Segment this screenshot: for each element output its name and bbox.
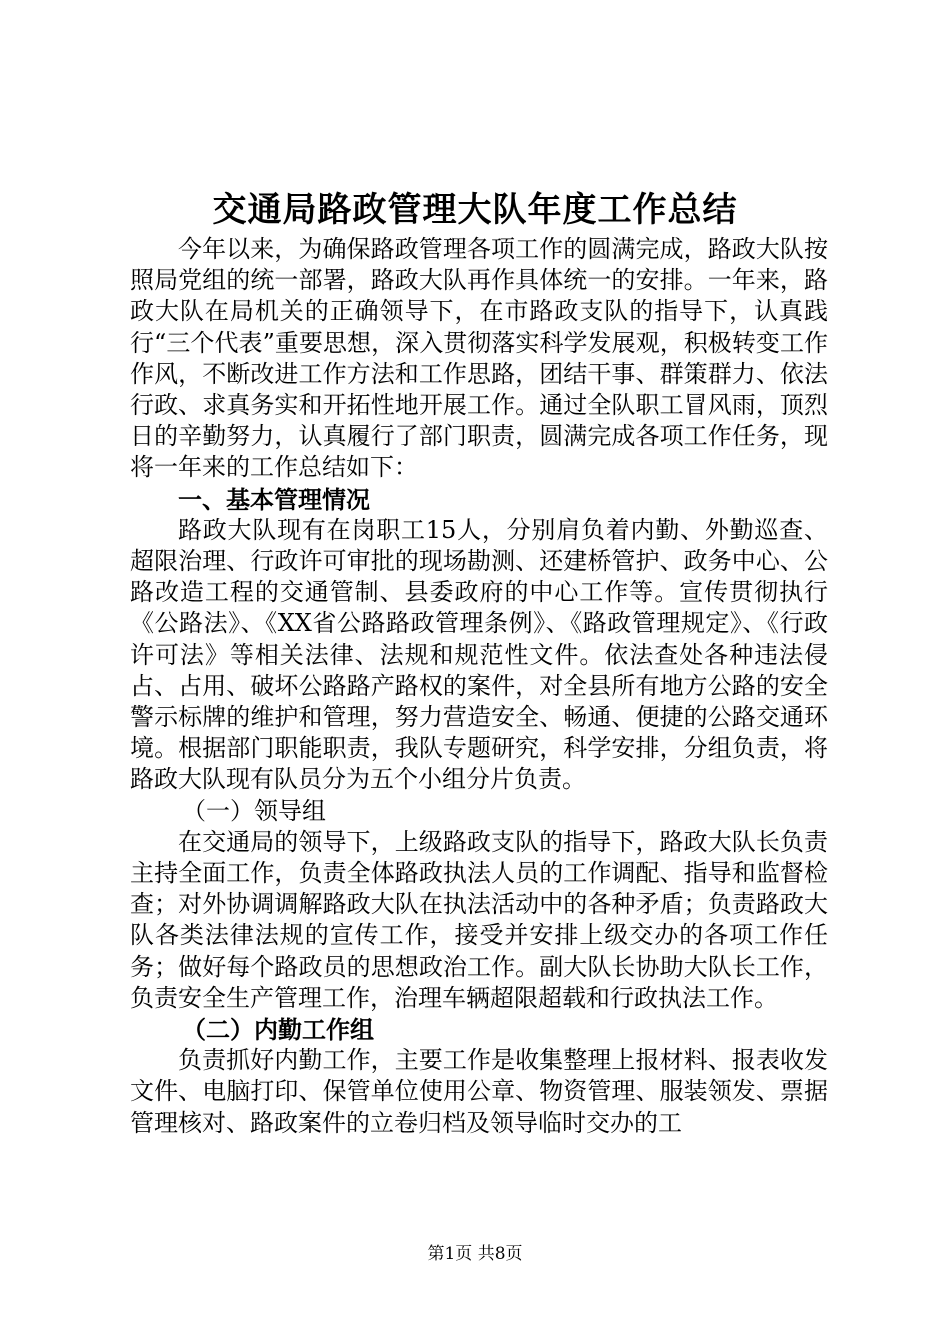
section-paragraph-basic-management: 路政大队现有在岗职工15人，分别肩负着内勤、外勤巡查、超限治理、行政许可审批的现场勘测、还建桥管护、政务中心、公路改造工程的交通管制、县委政府的中心工作等。宣传贯彻执行《公路法》、《XX省公路路政管理条例》、《路政管理规定》、《行政许可法》等相关法律、法规和规范性文件。依法查处各种违法侵占、占用、破坏公路路产路权的案件，对全县所有地方公路的安全警示标牌的维护和管理，努力营造安全、畅通、便捷的公路交通环境。根据部门职能职责，我队专题研究，科学安排，分组负责，将路政大队现有队员分为五个小组分片负责。 [130,515,828,794]
subsection-heading-leadership-group: （一）领导组 [182,796,326,825]
page-footer: 第1页 共8页 [427,1244,523,1264]
subsection-heading-internal-work-group: （二）内勤工作组 [182,1015,374,1045]
section-heading-basic-management: 一、基本管理情况 [178,484,370,514]
document-body [130,234,828,1139]
intro-paragraph: 今年以来，为确保路政管理各项工作的圆满完成，路政大队按照局党组的统一部署，路政大队再作具体统一的安排。一年来，路政大队在局机关的正确领导下，在市路政支队的指导下，认真践行“三个代表”重要思想，深入贯彻落实科学发展观，积极转变工作作风，不断改进工作方法和工作思路，团结干事、群策群力、依法行政、求真务实和开拓性地开展工作。通过全队职工冒风雨，顶烈日的辛勤努力，认真履行了部门职责，圆满完成各项工作任务，现将一年来的工作总结如下： [130,235,828,482]
subsection-paragraph-internal-work-group: 负责抓好内勤工作，主要工作是收集整理上报材料、报表收发文件、电脑打印、保管单位使用公章、物资管理、服装领发、票据管理核对、路政案件的立卷归档及领导临时交办的工 [130,1046,828,1137]
subsection-paragraph-leadership-group: 在交通局的领导下，上级路政支队的指导下，路政大队长负责主持全面工作，负责全体路政执法人员的工作调配、指导和监督检查；对外协调调解路政大队在执法活动中的各种矛盾；负责路政大队各类法律法规的宣传工作，接受并安排上级交办的各项工作任务；做好每个路政员的思想政治工作。副大队长协助大队长工作，负责安全生产管理工作，治理车辆超限超载和行政执法工作。 [130,827,828,1012]
document-title: 交通局路政管理大队年度工作总结 [212,190,738,230]
